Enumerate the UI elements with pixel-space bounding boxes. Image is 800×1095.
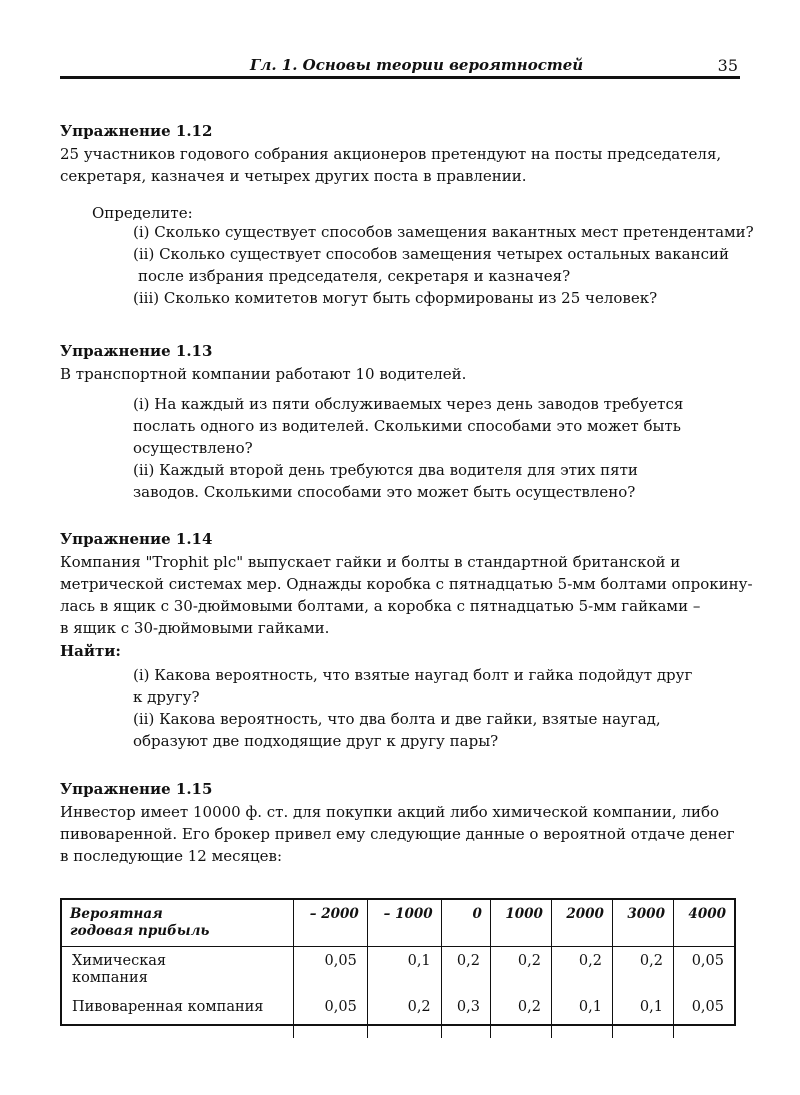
cell: 0,2 bbox=[612, 947, 673, 994]
text-line: Инвестор имеет 10000 ф. ст. для покупки акций либо химической компании, либо bbox=[60, 803, 720, 821]
header-label: Вероятная годовая прибыль bbox=[62, 900, 294, 947]
list-item: (ii) Какова вероятность, что два болта и две гайки, взятые наугад, bbox=[133, 710, 661, 728]
list-item: (i) Какова вероятность, что взятые наугад болт и гайка подойдут друг bbox=[133, 666, 693, 684]
cell: 0,2 bbox=[367, 993, 441, 1038]
list-item: (i) На каждый из пяти обслуживаемых через день заводов требуется bbox=[133, 395, 684, 413]
profit-probability-table bbox=[60, 898, 736, 1026]
cell: 0,1 bbox=[367, 947, 441, 994]
text-line: пивоваренной. Его брокер привел ему следующие данные о вероятной отдаче денег bbox=[60, 825, 735, 843]
list-item: (ii) Сколько существует способов замещения четырех остальных вакансий bbox=[133, 245, 730, 263]
column-header: 1000 bbox=[490, 900, 551, 947]
column-header: 3000 bbox=[612, 900, 673, 947]
list-item: (ii) Каждый второй день требуются два водителя для этих пяти bbox=[133, 461, 638, 479]
exercise-1-14-prompt: Найти: bbox=[60, 642, 121, 660]
cell: 0,2 bbox=[490, 947, 551, 994]
table-header-row bbox=[62, 900, 734, 947]
cell: 0,1 bbox=[612, 993, 673, 1038]
column-header: 0 bbox=[441, 900, 490, 947]
list-item: послать одного из водителей. Сколькими способами это может быть bbox=[133, 417, 681, 435]
exercise-1-14-items bbox=[133, 664, 692, 752]
exercise-1-12-heading: Упражнение 1.12 bbox=[60, 122, 213, 140]
list-item: после избрания председателя, секретаря и казначея? bbox=[138, 267, 571, 285]
row-label: Пивоваренная компания bbox=[62, 993, 294, 1038]
cell: 0,2 bbox=[441, 947, 490, 994]
column-header: – 1000 bbox=[367, 900, 441, 947]
page-number: 35 bbox=[717, 56, 738, 75]
chapter-title: Гл. 1. Основы теории вероятностей bbox=[250, 56, 584, 74]
exercise-1-13-heading: Упражнение 1.13 bbox=[60, 342, 213, 360]
exercise-1-15-text bbox=[60, 801, 740, 867]
exercise-1-13-items bbox=[133, 393, 683, 503]
running-header bbox=[60, 56, 740, 79]
list-item: (i) Сколько существует способов замещения вакантных мест претендентами? bbox=[133, 223, 754, 241]
exercise-1-15-heading: Упражнение 1.15 bbox=[60, 780, 213, 798]
cell: 0,3 bbox=[441, 993, 490, 1038]
list-item: осуществлено? bbox=[133, 439, 253, 457]
cell: 0,05 bbox=[691, 999, 724, 1015]
column-header: – 2000 bbox=[294, 900, 368, 947]
text-line: В транспортной компании работают 10 водителей. bbox=[60, 365, 467, 383]
text-line: метрической системах мер. Однажды коробка с пятнадцатью 5-мм болтами опрокину- bbox=[60, 575, 753, 593]
exercise-1-12-prompt: Определите: bbox=[92, 204, 193, 222]
list-item: (iii) Сколько комитетов могут быть сформированы из 25 человек? bbox=[133, 289, 658, 307]
text-line: секретаря, казначея и четырех других поста в правлении. bbox=[60, 167, 527, 185]
list-item: к другу? bbox=[133, 688, 200, 706]
text-line: в ящик с 30-дюймовыми гайками. bbox=[60, 619, 330, 637]
text-line: 25 участников годового собрания акционеров претендуют на посты председателя, bbox=[60, 145, 722, 163]
cell: 0,05 bbox=[691, 953, 724, 969]
exercise-1-14-text bbox=[60, 551, 753, 639]
table-row bbox=[62, 993, 734, 1038]
cell: 0,05 bbox=[294, 947, 368, 994]
text-line: лась в ящик с 30-дюймовыми болтами, а коробка с пятнадцатью 5-мм гайками – bbox=[60, 597, 701, 615]
cell: 0,1 bbox=[551, 993, 612, 1038]
text-line: Компания "Trophit plc" выпускает гайки и болты в стандартной британской и bbox=[60, 553, 681, 571]
table-row bbox=[62, 947, 734, 994]
cell: 0,05 bbox=[294, 993, 368, 1038]
exercise-1-14-heading: Упражнение 1.14 bbox=[60, 530, 213, 548]
exercise-1-13-text bbox=[60, 363, 740, 385]
list-item: образуют две подходящие друг к другу пары? bbox=[133, 732, 499, 750]
cell: 0,2 bbox=[551, 947, 612, 994]
exercise-1-12-items bbox=[133, 221, 754, 309]
column-header: 4000 bbox=[673, 900, 734, 947]
cell: 0,2 bbox=[490, 993, 551, 1038]
column-header: 2000 bbox=[551, 900, 612, 947]
row-label: Химическая компания bbox=[62, 947, 294, 994]
text-line: в последующие 12 месяцев: bbox=[60, 847, 283, 865]
exercise-1-12-text bbox=[60, 143, 740, 187]
list-item: заводов. Сколькими способами это может быть осуществлено? bbox=[133, 483, 636, 501]
